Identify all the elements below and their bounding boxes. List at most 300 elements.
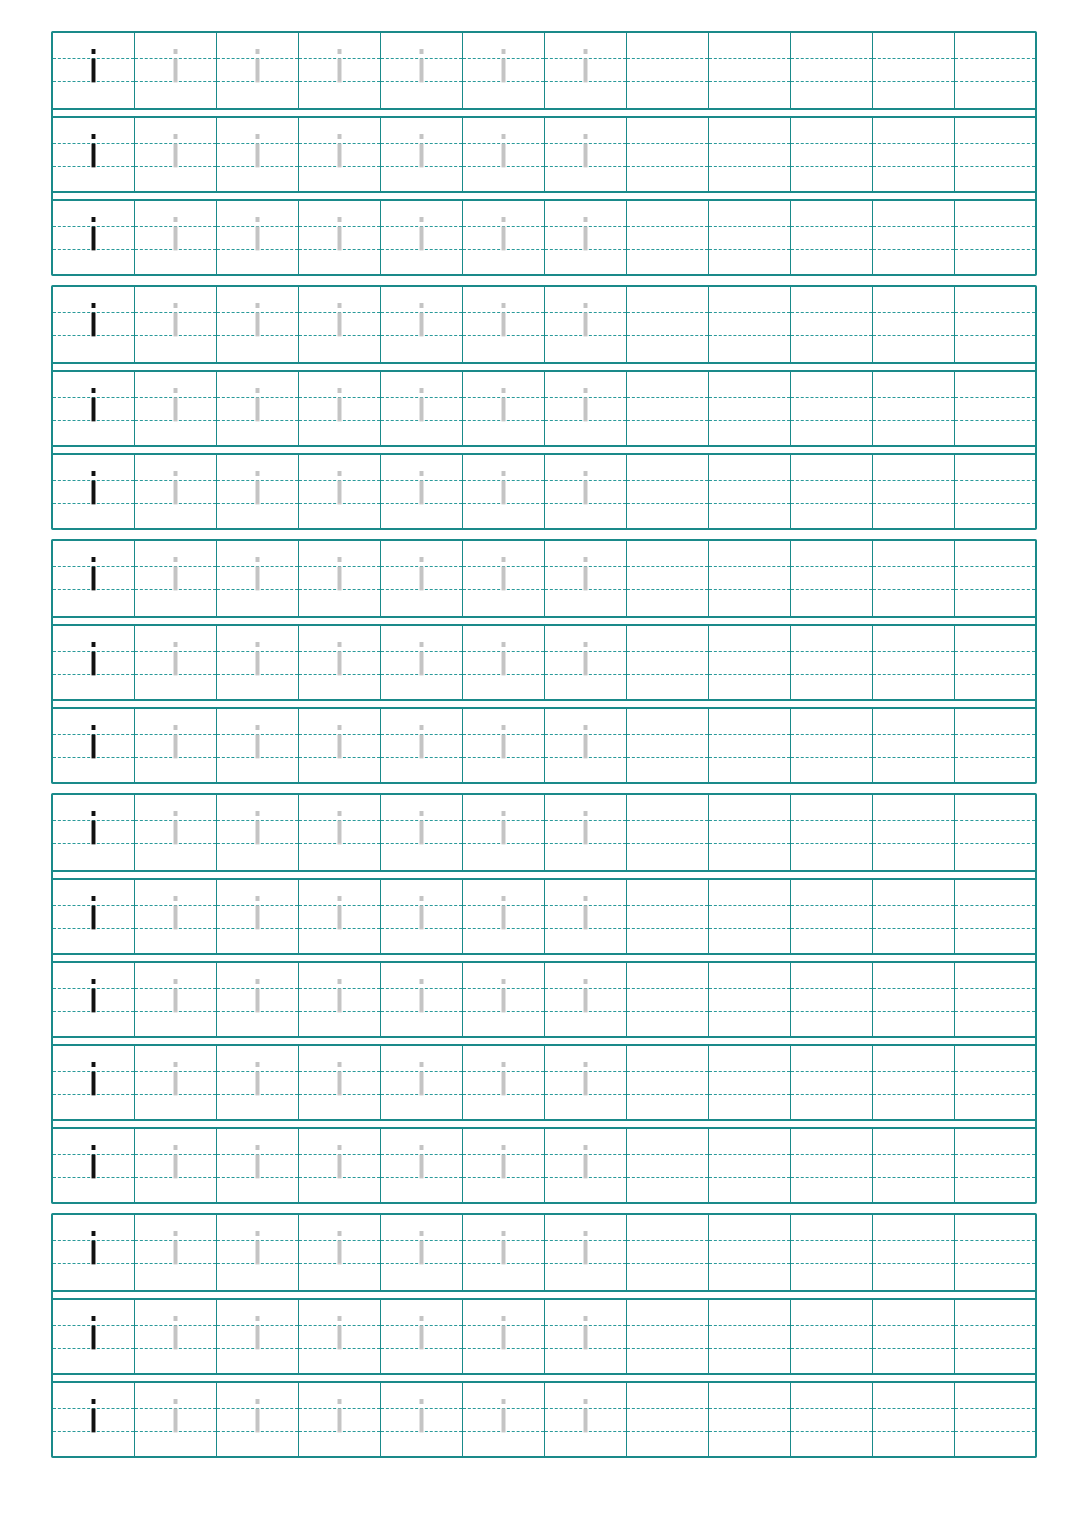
trace-letter: i bbox=[579, 1138, 592, 1189]
guide-line bbox=[627, 651, 708, 652]
blank-writing-cell bbox=[709, 201, 791, 274]
guide-line bbox=[873, 1325, 954, 1326]
trace-letter: i bbox=[251, 127, 264, 178]
trace-cell bbox=[217, 795, 299, 870]
trace-letter: i bbox=[497, 1392, 510, 1443]
trace-letter: i bbox=[579, 1224, 592, 1275]
trace-cell bbox=[217, 455, 299, 528]
trace-letter: i bbox=[333, 550, 346, 601]
guide-line bbox=[709, 480, 790, 481]
trace-cell bbox=[463, 1129, 545, 1202]
trace-letter: i bbox=[333, 972, 346, 1023]
trace-letter: i bbox=[579, 889, 592, 940]
trace-cell bbox=[381, 1215, 463, 1290]
blank-writing-cell bbox=[709, 372, 791, 445]
guide-line bbox=[627, 335, 708, 336]
guide-line bbox=[791, 480, 872, 481]
blank-writing-cell bbox=[955, 33, 1035, 108]
practice-row bbox=[53, 1298, 1035, 1373]
model-letter: i bbox=[87, 1138, 100, 1189]
trace-cell bbox=[299, 880, 381, 953]
guide-line bbox=[873, 420, 954, 421]
trace-cell bbox=[463, 1300, 545, 1373]
blank-writing-cell bbox=[873, 201, 955, 274]
blank-writing-cell bbox=[955, 880, 1035, 953]
trace-letter: i bbox=[497, 127, 510, 178]
guide-line bbox=[791, 1154, 872, 1155]
guide-line bbox=[955, 1011, 1035, 1012]
guide-line bbox=[873, 928, 954, 929]
guide-line bbox=[709, 566, 790, 567]
guide-line bbox=[955, 335, 1035, 336]
guide-line bbox=[627, 1240, 708, 1241]
blank-writing-cell bbox=[873, 1300, 955, 1373]
blank-writing-cell bbox=[791, 33, 873, 108]
guide-line bbox=[627, 249, 708, 250]
trace-cell bbox=[545, 1300, 627, 1373]
trace-cell bbox=[463, 541, 545, 616]
guide-line bbox=[873, 397, 954, 398]
trace-cell bbox=[299, 541, 381, 616]
guide-line bbox=[873, 503, 954, 504]
blank-writing-cell bbox=[709, 880, 791, 953]
model-letter: i bbox=[87, 804, 100, 855]
model-letter: i bbox=[87, 889, 100, 940]
trace-letter: i bbox=[579, 210, 592, 261]
model-letter: i bbox=[87, 718, 100, 769]
blank-writing-cell bbox=[791, 709, 873, 782]
guide-line bbox=[791, 843, 872, 844]
guide-line bbox=[955, 1071, 1035, 1072]
trace-letter: i bbox=[251, 1138, 264, 1189]
trace-cell bbox=[545, 1129, 627, 1202]
guide-line bbox=[791, 734, 872, 735]
trace-letter: i bbox=[579, 804, 592, 855]
guide-line bbox=[791, 312, 872, 313]
guide-line bbox=[955, 1094, 1035, 1095]
guide-line bbox=[955, 1177, 1035, 1178]
trace-letter: i bbox=[169, 127, 182, 178]
guide-line bbox=[955, 420, 1035, 421]
blank-writing-cell bbox=[955, 201, 1035, 274]
guide-line bbox=[709, 589, 790, 590]
trace-cell bbox=[381, 1129, 463, 1202]
practice-row bbox=[53, 33, 1035, 108]
blank-writing-cell bbox=[627, 33, 709, 108]
trace-cell bbox=[135, 1300, 217, 1373]
guide-line bbox=[709, 734, 790, 735]
guide-line bbox=[627, 1154, 708, 1155]
guide-line bbox=[955, 480, 1035, 481]
guide-line bbox=[873, 480, 954, 481]
guide-line bbox=[955, 1154, 1035, 1155]
trace-cell bbox=[381, 1383, 463, 1456]
guide-line bbox=[873, 589, 954, 590]
blank-writing-cell bbox=[791, 880, 873, 953]
trace-letter: i bbox=[497, 804, 510, 855]
guide-line bbox=[709, 674, 790, 675]
guide-line bbox=[627, 1011, 708, 1012]
trace-letter: i bbox=[333, 1224, 346, 1275]
blank-writing-cell bbox=[955, 1383, 1035, 1456]
blank-writing-cell bbox=[955, 372, 1035, 445]
guide-line bbox=[791, 1177, 872, 1178]
guide-line bbox=[873, 734, 954, 735]
guide-line bbox=[627, 1348, 708, 1349]
trace-letter: i bbox=[333, 42, 346, 93]
trace-cell bbox=[135, 626, 217, 699]
practice-group bbox=[51, 793, 1037, 1204]
guide-line bbox=[955, 988, 1035, 989]
trace-letter: i bbox=[251, 1224, 264, 1275]
guide-line bbox=[955, 312, 1035, 313]
practice-row bbox=[53, 1127, 1035, 1202]
guide-line bbox=[709, 1348, 790, 1349]
trace-letter: i bbox=[169, 550, 182, 601]
blank-writing-cell bbox=[709, 541, 791, 616]
blank-writing-cell bbox=[791, 287, 873, 362]
trace-cell bbox=[135, 201, 217, 274]
model-cell bbox=[53, 1383, 135, 1456]
guide-line bbox=[873, 335, 954, 336]
trace-letter: i bbox=[251, 210, 264, 261]
guide-line bbox=[791, 674, 872, 675]
trace-letter: i bbox=[497, 635, 510, 686]
trace-cell bbox=[135, 709, 217, 782]
model-letter: i bbox=[87, 210, 100, 261]
guide-line bbox=[791, 905, 872, 906]
practice-row bbox=[53, 287, 1035, 362]
blank-writing-cell bbox=[791, 1383, 873, 1456]
practice-group bbox=[51, 285, 1037, 530]
trace-cell bbox=[299, 1215, 381, 1290]
trace-letter: i bbox=[415, 1055, 428, 1106]
guide-line bbox=[627, 81, 708, 82]
practice-group bbox=[51, 31, 1037, 276]
trace-letter: i bbox=[169, 296, 182, 347]
guide-line bbox=[955, 143, 1035, 144]
model-cell bbox=[53, 118, 135, 191]
trace-letter: i bbox=[251, 972, 264, 1023]
blank-writing-cell bbox=[791, 1215, 873, 1290]
blank-writing-cell bbox=[873, 963, 955, 1036]
blank-writing-cell bbox=[955, 1215, 1035, 1290]
blank-writing-cell bbox=[709, 1046, 791, 1119]
guide-line bbox=[709, 1325, 790, 1326]
trace-cell bbox=[463, 118, 545, 191]
guide-line bbox=[709, 820, 790, 821]
trace-letter: i bbox=[497, 889, 510, 940]
guide-line bbox=[791, 81, 872, 82]
guide-line bbox=[955, 58, 1035, 59]
guide-line bbox=[873, 143, 954, 144]
blank-writing-cell bbox=[873, 1215, 955, 1290]
trace-cell bbox=[299, 963, 381, 1036]
model-letter: i bbox=[87, 464, 100, 515]
trace-cell bbox=[463, 1383, 545, 1456]
trace-letter: i bbox=[497, 1055, 510, 1106]
trace-cell bbox=[545, 541, 627, 616]
blank-writing-cell bbox=[627, 201, 709, 274]
guide-line bbox=[791, 988, 872, 989]
guide-line bbox=[955, 397, 1035, 398]
blank-writing-cell bbox=[709, 1129, 791, 1202]
trace-cell bbox=[299, 33, 381, 108]
blank-writing-cell bbox=[709, 118, 791, 191]
trace-cell bbox=[217, 287, 299, 362]
trace-letter: i bbox=[251, 1055, 264, 1106]
guide-line bbox=[709, 1263, 790, 1264]
guide-line bbox=[791, 420, 872, 421]
model-cell bbox=[53, 1046, 135, 1119]
blank-writing-cell bbox=[709, 795, 791, 870]
trace-letter: i bbox=[415, 889, 428, 940]
guide-line bbox=[791, 1094, 872, 1095]
trace-cell bbox=[381, 795, 463, 870]
trace-letter: i bbox=[415, 42, 428, 93]
trace-letter: i bbox=[333, 1055, 346, 1106]
trace-cell bbox=[545, 880, 627, 953]
guide-line bbox=[873, 820, 954, 821]
guide-line bbox=[955, 249, 1035, 250]
blank-writing-cell bbox=[873, 541, 955, 616]
guide-line bbox=[627, 226, 708, 227]
guide-line bbox=[791, 58, 872, 59]
practice-row bbox=[53, 1381, 1035, 1456]
trace-letter: i bbox=[579, 635, 592, 686]
guide-line bbox=[873, 1240, 954, 1241]
blank-writing-cell bbox=[955, 795, 1035, 870]
practice-row bbox=[53, 624, 1035, 699]
trace-letter: i bbox=[579, 718, 592, 769]
trace-letter: i bbox=[251, 550, 264, 601]
practice-row bbox=[53, 878, 1035, 953]
trace-letter: i bbox=[497, 381, 510, 432]
guide-line bbox=[627, 143, 708, 144]
trace-cell bbox=[135, 1215, 217, 1290]
trace-cell bbox=[545, 201, 627, 274]
trace-letter: i bbox=[497, 550, 510, 601]
trace-cell bbox=[217, 1300, 299, 1373]
guide-line bbox=[709, 503, 790, 504]
blank-writing-cell bbox=[873, 455, 955, 528]
guide-line bbox=[627, 1263, 708, 1264]
blank-writing-cell bbox=[955, 455, 1035, 528]
blank-writing-cell bbox=[709, 287, 791, 362]
guide-line bbox=[791, 589, 872, 590]
trace-cell bbox=[463, 795, 545, 870]
guide-line bbox=[955, 1325, 1035, 1326]
trace-cell bbox=[381, 372, 463, 445]
guide-line bbox=[627, 312, 708, 313]
trace-cell bbox=[299, 118, 381, 191]
guide-line bbox=[873, 1011, 954, 1012]
guide-line bbox=[791, 226, 872, 227]
guide-line bbox=[791, 143, 872, 144]
trace-cell bbox=[217, 1129, 299, 1202]
guide-line bbox=[873, 988, 954, 989]
trace-cell bbox=[545, 33, 627, 108]
guide-line bbox=[873, 1094, 954, 1095]
guide-line bbox=[709, 651, 790, 652]
blank-writing-cell bbox=[873, 1383, 955, 1456]
blank-writing-cell bbox=[791, 118, 873, 191]
trace-cell bbox=[217, 118, 299, 191]
guide-line bbox=[955, 226, 1035, 227]
trace-cell bbox=[463, 33, 545, 108]
blank-writing-cell bbox=[627, 455, 709, 528]
guide-line bbox=[791, 566, 872, 567]
trace-letter: i bbox=[333, 127, 346, 178]
model-letter: i bbox=[87, 1224, 100, 1275]
guide-line bbox=[709, 81, 790, 82]
guide-line bbox=[955, 820, 1035, 821]
trace-letter: i bbox=[579, 1309, 592, 1360]
guide-line bbox=[955, 1408, 1035, 1409]
blank-writing-cell bbox=[873, 1046, 955, 1119]
guide-line bbox=[873, 674, 954, 675]
guide-line bbox=[709, 1408, 790, 1409]
blank-writing-cell bbox=[709, 963, 791, 1036]
guide-line bbox=[791, 928, 872, 929]
worksheet bbox=[51, 31, 1037, 1467]
trace-cell bbox=[545, 795, 627, 870]
guide-line bbox=[709, 843, 790, 844]
blank-writing-cell bbox=[873, 372, 955, 445]
guide-line bbox=[955, 843, 1035, 844]
trace-letter: i bbox=[497, 464, 510, 515]
guide-line bbox=[873, 1348, 954, 1349]
guide-line bbox=[627, 420, 708, 421]
blank-writing-cell bbox=[791, 1129, 873, 1202]
trace-cell bbox=[545, 455, 627, 528]
trace-cell bbox=[463, 880, 545, 953]
guide-line bbox=[873, 843, 954, 844]
blank-writing-cell bbox=[873, 287, 955, 362]
blank-writing-cell bbox=[791, 201, 873, 274]
guide-line bbox=[627, 1094, 708, 1095]
guide-line bbox=[627, 589, 708, 590]
trace-letter: i bbox=[415, 381, 428, 432]
trace-cell bbox=[381, 963, 463, 1036]
trace-cell bbox=[381, 541, 463, 616]
model-cell bbox=[53, 287, 135, 362]
guide-line bbox=[709, 1177, 790, 1178]
trace-cell bbox=[217, 880, 299, 953]
blank-writing-cell bbox=[627, 880, 709, 953]
guide-line bbox=[873, 566, 954, 567]
trace-letter: i bbox=[497, 718, 510, 769]
blank-writing-cell bbox=[791, 626, 873, 699]
guide-line bbox=[955, 166, 1035, 167]
guide-line bbox=[709, 1431, 790, 1432]
blank-writing-cell bbox=[955, 709, 1035, 782]
blank-writing-cell bbox=[627, 1383, 709, 1456]
trace-cell bbox=[135, 287, 217, 362]
trace-letter: i bbox=[251, 1392, 264, 1443]
trace-cell bbox=[463, 963, 545, 1036]
guide-line bbox=[627, 905, 708, 906]
guide-line bbox=[709, 397, 790, 398]
guide-line bbox=[955, 651, 1035, 652]
guide-line bbox=[627, 843, 708, 844]
blank-writing-cell bbox=[627, 372, 709, 445]
trace-letter: i bbox=[251, 42, 264, 93]
guide-line bbox=[627, 674, 708, 675]
blank-writing-cell bbox=[873, 118, 955, 191]
blank-writing-cell bbox=[791, 795, 873, 870]
trace-cell bbox=[135, 455, 217, 528]
trace-cell bbox=[299, 1129, 381, 1202]
guide-line bbox=[627, 1325, 708, 1326]
guide-line bbox=[709, 757, 790, 758]
guide-line bbox=[709, 226, 790, 227]
trace-cell bbox=[299, 626, 381, 699]
trace-letter: i bbox=[333, 296, 346, 347]
model-cell bbox=[53, 963, 135, 1036]
trace-cell bbox=[299, 795, 381, 870]
trace-cell bbox=[217, 1046, 299, 1119]
guide-line bbox=[627, 1408, 708, 1409]
guide-line bbox=[955, 674, 1035, 675]
trace-cell bbox=[545, 1046, 627, 1119]
trace-letter: i bbox=[415, 464, 428, 515]
guide-line bbox=[955, 734, 1035, 735]
blank-writing-cell bbox=[873, 33, 955, 108]
trace-cell bbox=[463, 1215, 545, 1290]
blank-writing-cell bbox=[873, 626, 955, 699]
trace-letter: i bbox=[169, 42, 182, 93]
guide-line bbox=[791, 1240, 872, 1241]
trace-letter: i bbox=[579, 464, 592, 515]
model-cell bbox=[53, 626, 135, 699]
guide-line bbox=[873, 1154, 954, 1155]
practice-row bbox=[53, 1044, 1035, 1119]
trace-cell bbox=[381, 201, 463, 274]
trace-letter: i bbox=[333, 889, 346, 940]
guide-line bbox=[791, 1071, 872, 1072]
trace-cell bbox=[463, 201, 545, 274]
model-cell bbox=[53, 880, 135, 953]
blank-writing-cell bbox=[873, 795, 955, 870]
trace-cell bbox=[135, 118, 217, 191]
guide-line bbox=[709, 420, 790, 421]
blank-writing-cell bbox=[627, 963, 709, 1036]
model-cell bbox=[53, 541, 135, 616]
blank-writing-cell bbox=[627, 1300, 709, 1373]
blank-writing-cell bbox=[627, 118, 709, 191]
trace-letter: i bbox=[169, 1392, 182, 1443]
guide-line bbox=[627, 988, 708, 989]
guide-line bbox=[873, 1408, 954, 1409]
guide-line bbox=[873, 1071, 954, 1072]
guide-line bbox=[791, 503, 872, 504]
blank-writing-cell bbox=[627, 795, 709, 870]
guide-line bbox=[709, 1071, 790, 1072]
guide-line bbox=[709, 1011, 790, 1012]
model-cell bbox=[53, 455, 135, 528]
model-cell bbox=[53, 33, 135, 108]
guide-line bbox=[791, 757, 872, 758]
trace-letter: i bbox=[169, 464, 182, 515]
trace-cell bbox=[217, 541, 299, 616]
trace-letter: i bbox=[579, 127, 592, 178]
blank-writing-cell bbox=[955, 963, 1035, 1036]
trace-cell bbox=[217, 372, 299, 445]
practice-row bbox=[53, 541, 1035, 616]
trace-letter: i bbox=[169, 1309, 182, 1360]
trace-letter: i bbox=[251, 635, 264, 686]
